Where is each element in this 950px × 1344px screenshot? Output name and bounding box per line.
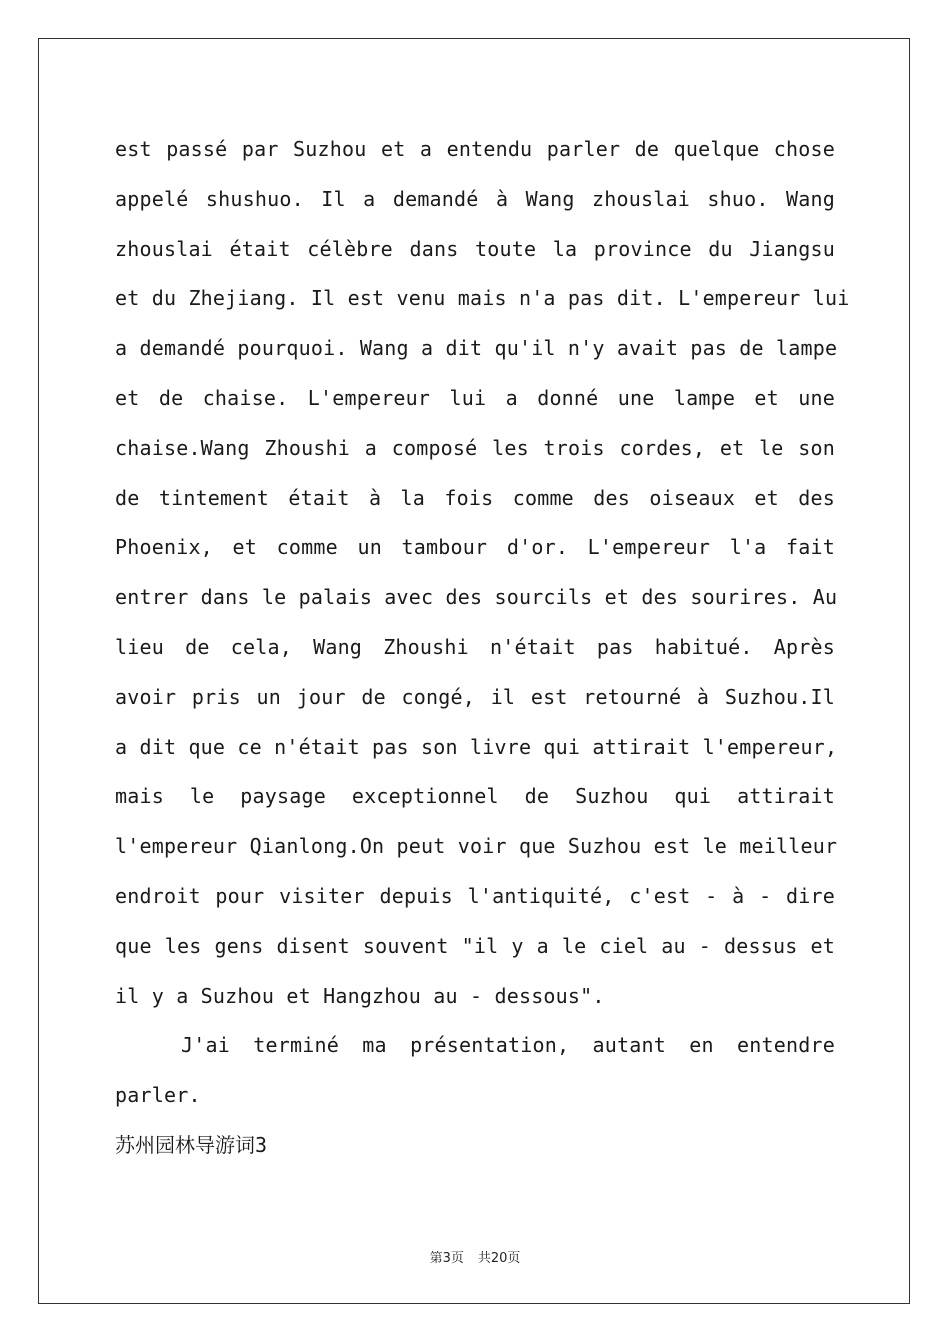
paragraph-2 [115, 1021, 835, 1121]
text-line: lieu de cela, Wang Zhoushi n'était pas habitué. Après [115, 634, 835, 659]
text-line: Phoenix, et comme un tambour d'or. L'empereur l'a fait [115, 535, 835, 560]
text-line: parler. [115, 1083, 201, 1108]
text-line: J'ai terminé ma présentation, autant en entendre [181, 1033, 835, 1058]
text-line: appelé shushuo. Il a demandé à Wang zhouslai shuo. Wang [115, 186, 835, 211]
text-line: a dit que ce n'était pas son livre qui attirait l'empereur, [115, 734, 838, 759]
text-line: endroit pour visiter depuis l'antiquité, c'est - à - dire [115, 883, 835, 908]
section-heading: 苏州园林导游词3 [115, 1132, 268, 1157]
text-line: chaise.Wang Zhoushi a composé les trois cordes, et le son [115, 435, 835, 460]
text-line: il y a Suzhou et Hangzhou au - dessous". [115, 983, 605, 1008]
text-line: mais le paysage exceptionnel de Suzhou qui attirait [115, 784, 835, 809]
text-line: de tintement était à la fois comme des oiseaux et des [115, 485, 835, 510]
text-line: a demandé pourquoi. Wang a dit qu'il n'y avait pas de lampe [115, 336, 838, 361]
text-line: zhouslai était célèbre dans toute la province du Jiangsu [115, 236, 835, 261]
page-footer [0, 1247, 950, 1266]
total-pages: 共20页 [477, 1251, 521, 1266]
text-line: est passé par Suzhou et a entendu parler de quelque chose [115, 137, 835, 161]
page-number: 第3页 [429, 1251, 464, 1266]
text-line: avoir pris un jour de congé, il est retourné à Suzhou.Il [115, 684, 835, 709]
document-body [115, 125, 850, 1171]
text-line: que les gens disent souvent "il y a le ciel au - dessus et [115, 933, 835, 958]
text-line: et du Zhejiang. Il est venu mais n'a pas dit. L'empereur lui [115, 286, 850, 311]
text-line: et de chaise. L'empereur lui a donné une lampe et une [115, 385, 835, 410]
text-line: entrer dans le palais avec des sourcils et des sourires. Au [115, 585, 838, 610]
text-line: l'empereur Qianlong.On peut voir que Suzhou est le meilleur [115, 834, 838, 859]
paragraph-1 [115, 125, 850, 1021]
